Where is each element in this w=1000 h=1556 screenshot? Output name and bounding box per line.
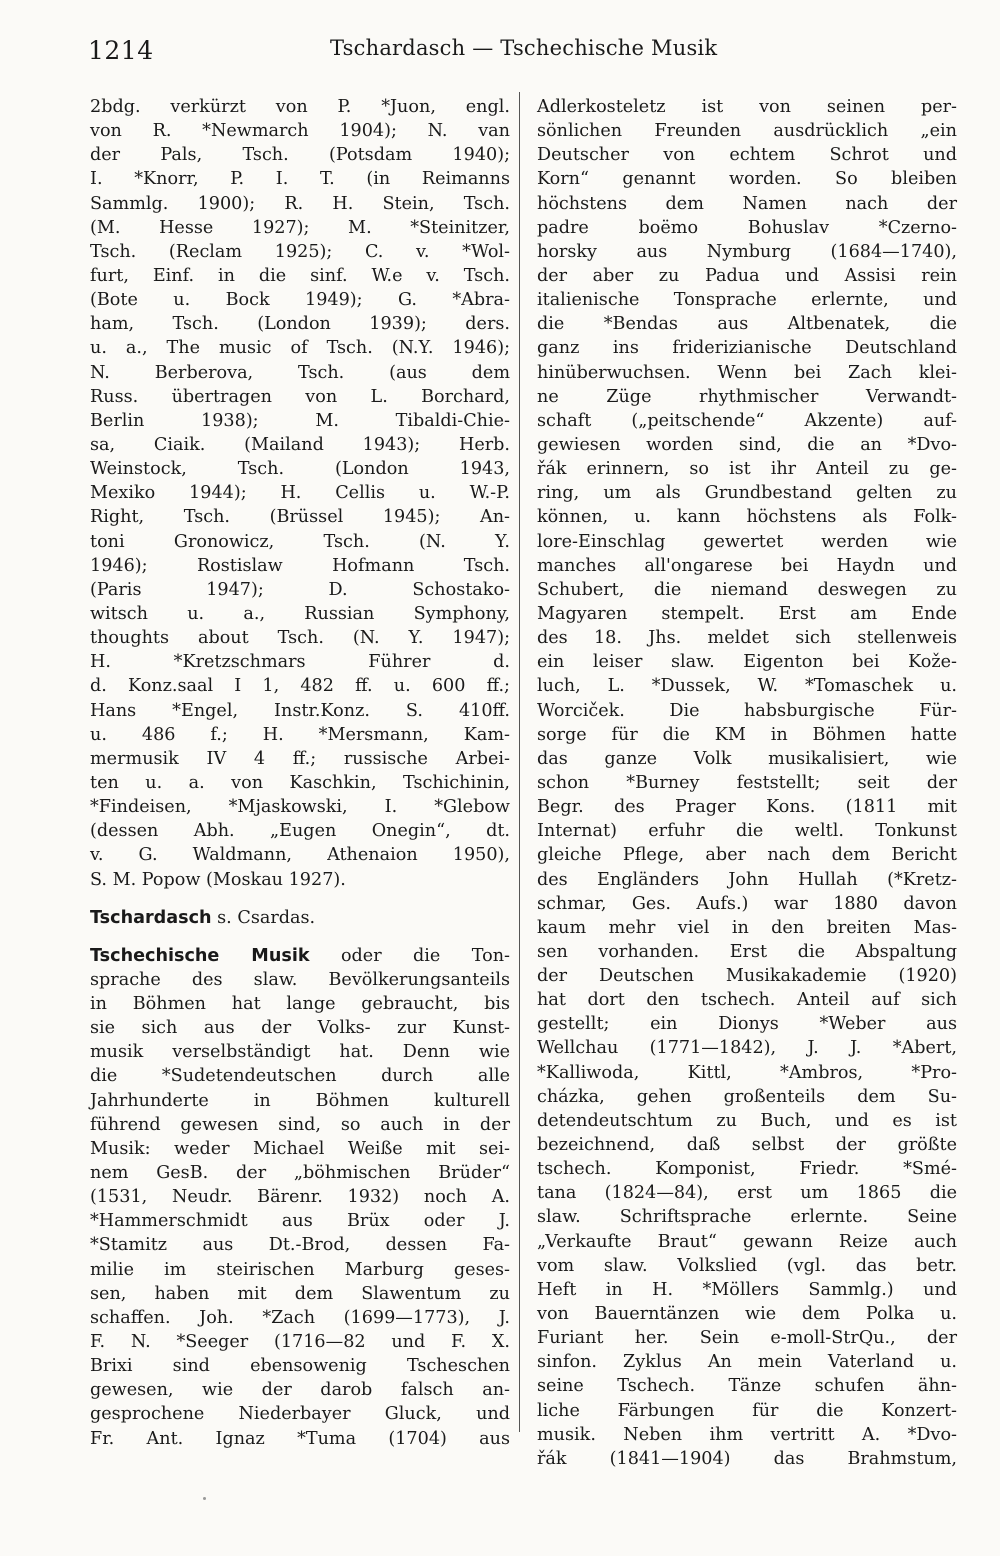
text-line: *Stamitz aus Dt.-Brod, dessen Fa- xyxy=(90,1235,510,1256)
text-line: (dessen Abh. „Eugen Onegin“, dt. xyxy=(90,821,510,842)
text-line: (1531, Neudr. Bärenr. 1932) noch A. xyxy=(90,1187,510,1208)
headword-tschechische-musik: Tschechische Musik xyxy=(90,945,310,966)
text-line: gestellt; ein Dionys *Weber aus xyxy=(537,1014,957,1035)
text-line: I. *Knorr, P. I. T. (in Reimanns xyxy=(90,169,510,190)
text-line: nem GesB. der „böhmischen Brüder“ xyxy=(90,1163,510,1184)
text-line: řák erinnern, so ist ihr Anteil zu ge- xyxy=(537,459,957,480)
text-line: schmar, Ges. Aufs.) war 1880 davon xyxy=(537,893,957,914)
text-line: des 18. Jhs. meldet sich stellenweis xyxy=(537,628,957,649)
text-line: der Deutschen Musikakademie (1920) xyxy=(537,966,957,987)
text-line: witsch u. a., Russian Symphony, xyxy=(90,603,510,624)
text-line: řák (1841—1904) das Brahmstum, xyxy=(537,1448,957,1469)
text-line: 1946); Rostislaw Hofmann Tsch. xyxy=(90,555,510,576)
text-line: das ganze Volk musikalisiert, wie xyxy=(537,748,957,769)
text-line: Mexiko 1944); H. Cellis u. W.-P. xyxy=(90,483,510,504)
text-line: u. a., The music of Tsch. (N.Y. 1946); xyxy=(90,338,510,359)
text-line: *Findeisen, *Mjaskowski, I. *Glebow xyxy=(90,797,510,818)
text-line: milie im steirischen Marburg geses- xyxy=(90,1259,510,1280)
text-line: *Hammerschmidt aus Brüx oder J. xyxy=(90,1211,510,1232)
text-line: Wellchau (1771—1842), J. J. *Abert, xyxy=(537,1038,957,1059)
text-line: slaw. Schriftsprache erlernte. Seine xyxy=(537,1207,957,1228)
text-line: furt, Einf. in die sinf. W.e v. Tsch. xyxy=(90,265,510,286)
entry-tschechische-first-line-text: oder die Ton- xyxy=(309,945,510,966)
text-line: ganz ins friderizianische Deutschland xyxy=(537,338,957,359)
text-line: tschech. Komponist, Friedr. *Smé- xyxy=(537,1159,957,1180)
text-line: *Kalliwoda, Kittl, *Ambros, *Pro- xyxy=(537,1062,957,1083)
text-line: können, u. kann höchstens als Folk- xyxy=(537,507,957,528)
text-line: hinüberwuchsen. Wenn bei Zach klei- xyxy=(537,362,957,383)
text-line: Brixi sind ebensowenig Tscheschen xyxy=(90,1356,510,1377)
text-line: Fr. Ant. Ignaz *Tuma (1704) aus xyxy=(90,1428,510,1449)
entry-tschardasch-text: s. Csardas. xyxy=(211,907,316,928)
text-line: Musik: weder Michael Weiße mit sei- xyxy=(90,1138,510,1159)
text-line: ring, um als Grundbestand gelten zu xyxy=(537,483,957,504)
text-line: N. Berberova, Tsch. (aus dem xyxy=(90,362,510,383)
text-line: höchstens dem Namen nach der xyxy=(537,193,957,214)
text-line: Tsch. (Reclam 1925); C. v. *Wol- xyxy=(90,241,510,262)
text-line: sorge für die KM in Böhmen hatte xyxy=(537,724,957,745)
entry-tschardasch xyxy=(90,906,510,930)
text-line: detendeutschtum zu Buch, und es ist xyxy=(537,1110,957,1131)
column-divider xyxy=(519,92,520,1432)
text-line: schaffen. Joh. *Zach (1699—1773), J. xyxy=(90,1307,510,1328)
text-line: cházka, gehen großenteils dem Su- xyxy=(537,1086,957,1107)
text-line: ten u. a. von Kaschkin, Tschichinin, xyxy=(90,772,510,793)
text-line: luch, L. *Dussek, W. *Tomaschek u. xyxy=(537,676,957,697)
text-line: u. 486 f.; H. *Mersmann, Kam- xyxy=(90,724,510,745)
right-column-lines xyxy=(537,95,957,1471)
entry-tschechische-first-line xyxy=(90,944,510,968)
text-line: S. M. Popow (Moskau 1927). xyxy=(90,869,346,890)
text-line: Korn“ genannt worden. So bleiben xyxy=(537,169,957,190)
text-line: (Paris 1947); D. Schostako- xyxy=(90,579,510,600)
text-line: Magyaren stempelt. Erst am Ende xyxy=(537,603,957,624)
text-line: liche Färbungen für die Konzert- xyxy=(537,1400,957,1421)
text-line: Jahrhunderte in Böhmen kulturell xyxy=(90,1090,510,1111)
text-line: seine Tschech. Tänze schufen ähn- xyxy=(537,1376,957,1397)
text-line: ein leiser slaw. Eigenton bei Kože- xyxy=(537,652,957,673)
text-line: gewesen, wie der darob falsch an- xyxy=(90,1380,510,1401)
text-line: mermusik IV 4 ff.; russische Arbei- xyxy=(90,748,510,769)
text-line: von R. *Newmarch 1904); N. van xyxy=(90,121,510,142)
text-line: (Bote u. Bock 1949); G. *Abra- xyxy=(90,290,510,311)
running-head: Tschardasch — Tschechische Musik xyxy=(330,36,718,60)
text-line: Berlin 1938); M. Tibaldi-Chie- xyxy=(90,410,510,431)
text-line: sa, Ciaik. (Mailand 1943); Herb. xyxy=(90,434,510,455)
text-line: sen, haben mit dem Slawentum zu xyxy=(90,1283,510,1304)
text-line: Begr. des Prager Kons. (1811 mit xyxy=(537,797,957,818)
text-line: d. Konz.saal I 1, 482 ff. u. 600 ff.; xyxy=(90,676,510,697)
text-line: sen vorhanden. Erst die Abspaltung xyxy=(537,941,957,962)
text-line: toni Gronowicz, Tsch. (N. Y. xyxy=(90,531,510,552)
text-line: des Engländers John Hullah (*Kretz- xyxy=(537,869,957,890)
text-line: die *Bendas aus Altbenatek, die xyxy=(537,314,957,335)
text-line: 2bdg. verkürzt von P. *Juon, engl. xyxy=(90,97,510,117)
text-line: Heft in H. *Möllers Sammlg.) und xyxy=(537,1279,957,1300)
text-line: kaum mehr viel in den breiten Mas- xyxy=(537,917,957,938)
text-line: ne Züge rhythmischer Verwandt- xyxy=(537,386,957,407)
text-line: in Böhmen hat lange gebraucht, bis xyxy=(90,994,510,1015)
text-line: Right, Tsch. (Brüssel 1945); An- xyxy=(90,507,510,528)
text-line: der Pals, Tsch. (Potsdam 1940); xyxy=(90,145,510,166)
text-line: Deutscher von echtem Schrot und xyxy=(537,145,957,166)
text-line: gewiesen worden sind, die an *Dvo- xyxy=(537,434,957,455)
text-line: sönlichen Freunden ausdrücklich „ein xyxy=(537,121,957,142)
text-line: sprache des slaw. Bevölkerungsanteils xyxy=(90,969,510,990)
text-line: v. G. Waldmann, Athenaion 1950), xyxy=(90,845,510,866)
text-line: vom slaw. Volkslied (vgl. das betr. xyxy=(537,1255,957,1276)
text-line: sie sich aus der Volks- zur Kunst- xyxy=(90,1018,510,1039)
text-line: Sammlg. 1900); R. H. Stein, Tsch. xyxy=(90,193,510,214)
text-line: Russ. übertragen von L. Borchard, xyxy=(90,386,510,407)
right-column xyxy=(537,95,957,1471)
text-line: gleiche Pflege, aber nach dem Bericht xyxy=(537,845,957,866)
text-line: der aber zu Padua und Assisi rein xyxy=(537,265,957,286)
text-line: schaft („peitschende“ Akzente) auf- xyxy=(537,410,957,431)
text-line: (M. Hesse 1927); M. *Steinitzer, xyxy=(90,217,510,238)
text-line: bezeichnend, daß selbst der größte xyxy=(537,1135,957,1156)
text-line: Furiant her. Sein e-moll-StrQu., der xyxy=(537,1328,957,1349)
text-line: F. N. *Seeger (1716—82 und F. X. xyxy=(90,1332,510,1353)
text-line: von Bauerntänzen wie dem Polka u. xyxy=(537,1304,957,1325)
headword-tschardasch: Tschardasch xyxy=(90,907,212,928)
text-line: gesprochene Niederbayer Gluck, und xyxy=(90,1404,510,1425)
text-line: lore-Einschlag gewertet werden wie xyxy=(537,531,957,552)
text-line: hat dort den tschech. Anteil auf sich xyxy=(537,990,957,1011)
left-column xyxy=(90,95,510,1451)
left-column-lines xyxy=(90,95,510,892)
text-line: Schubert, die niemand deswegen zu xyxy=(537,579,957,600)
text-line: Worciček. Die habsburgische Für- xyxy=(537,700,957,721)
text-line: schon *Burney feststellt; seit der xyxy=(537,772,957,793)
entry-gap xyxy=(90,892,510,906)
text-line: sinfon. Zyklus An mein Vaterland u. xyxy=(537,1352,957,1373)
text-line: italienische Tonsprache erlernte, und xyxy=(537,290,957,311)
text-line: thoughts about Tsch. (N. Y. 1947); xyxy=(90,628,510,649)
text-line: padre boëmo Bohuslav *Czerno- xyxy=(537,217,957,238)
text-line: manches all'ongarese bei Haydn und xyxy=(537,555,957,576)
text-line: Adlerkosteletz ist von seinen per- xyxy=(537,97,957,117)
text-line: „Verkaufte Braut“ gewann Reize auch xyxy=(537,1231,957,1252)
text-line: musik. Neben ihm vertritt A. *Dvo- xyxy=(537,1424,957,1445)
page-speck xyxy=(203,1497,206,1500)
text-line: die *Sudetendeutschen durch alle xyxy=(90,1066,510,1087)
page-number: 1214 xyxy=(88,36,154,65)
text-line: Weinstock, Tsch. (London 1943, xyxy=(90,459,510,480)
text-line: musik verselbständigt hat. Denn wie xyxy=(90,1042,510,1063)
entry-tschechische-lines xyxy=(90,968,510,1451)
text-line: ham, Tsch. (London 1939); ders. xyxy=(90,314,510,335)
text-line: Internat) erfuhr die weltl. Tonkunst xyxy=(537,821,957,842)
text-line: führend gewesen sind, so auch in der xyxy=(90,1114,510,1135)
text-line: tana (1824—84), erst um 1865 die xyxy=(537,1183,957,1204)
text-line: Hans *Engel, Instr.Konz. S. 410ff. xyxy=(90,700,510,721)
text-line: horsky aus Nymburg (1684—1740), xyxy=(537,241,957,262)
entry-gap xyxy=(90,930,510,944)
text-line: H. *Kretzschmars Führer d. xyxy=(90,652,510,673)
